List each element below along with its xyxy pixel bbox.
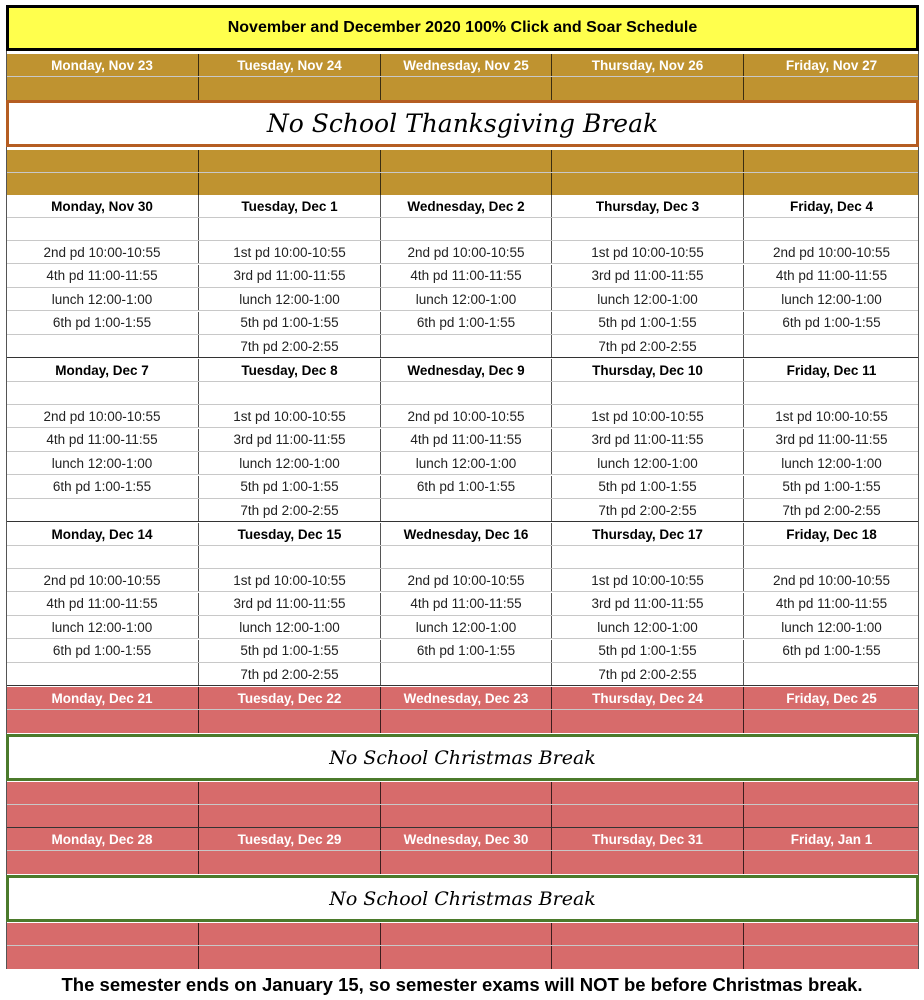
day-header-row-cell: Tuesday, Dec 29 bbox=[199, 828, 381, 850]
schedule-row-cell: 3rd pd 11:00-11:55 bbox=[199, 429, 381, 451]
day-header-row-cell: Friday, Dec 11 bbox=[786, 362, 877, 378]
schedule-row-cell: 6th pd 1:00-1:55 bbox=[6, 640, 199, 662]
empty-cell bbox=[381, 173, 552, 195]
schedule-row-cell: lunch 12:00-1:00 bbox=[199, 288, 381, 310]
empty-cell bbox=[552, 805, 744, 827]
day-header-row-cell: Tuesday, Dec 8 bbox=[199, 359, 381, 381]
schedule-row-cell: 3rd pd 11:00-11:55 bbox=[199, 265, 381, 287]
schedule-row-cell: 3rd pd 11:00-11:55 bbox=[552, 593, 744, 615]
day-header-row-cell: Thursday, Dec 31 bbox=[552, 828, 744, 850]
schedule-row-cell: 4th pd 11:00-11:55 bbox=[775, 268, 888, 283]
empty-cell bbox=[744, 546, 919, 568]
schedule-row-cell: 6th pd 1:00-1:55 bbox=[782, 643, 881, 658]
day-header-row-cell: Tuesday, Dec 22 bbox=[199, 687, 381, 709]
schedule-row bbox=[6, 429, 919, 452]
schedule-row-cell: 3rd pd 11:00-11:55 bbox=[199, 593, 381, 615]
empty-cell bbox=[199, 382, 381, 404]
day-header-row-cell: Wednesday, Nov 25 bbox=[381, 54, 552, 76]
schedule-row-cell: 6th pd 1:00-1:55 bbox=[381, 312, 552, 334]
day-header-row bbox=[6, 523, 919, 546]
spacer-row bbox=[6, 923, 919, 946]
schedule-row-cell: 1st pd 10:00-10:55 bbox=[199, 569, 381, 591]
schedule-row-cell: 6th pd 1:00-1:55 bbox=[381, 476, 552, 498]
empty-cell bbox=[6, 382, 199, 404]
day-header-row-cell: Monday, Nov 23 bbox=[6, 54, 199, 76]
spacer-row bbox=[6, 851, 919, 874]
schedule-row-cell: 4th pd 11:00-11:55 bbox=[381, 593, 552, 615]
empty-cell bbox=[6, 946, 199, 969]
schedule-row-cell: lunch 12:00-1:00 bbox=[781, 291, 882, 307]
schedule-row-cell bbox=[381, 335, 552, 357]
empty-cell bbox=[381, 710, 552, 733]
empty-cell bbox=[199, 805, 381, 827]
schedule-row bbox=[6, 640, 919, 663]
empty-cell bbox=[552, 546, 744, 568]
day-header-row bbox=[6, 687, 919, 710]
empty-cell bbox=[552, 923, 744, 945]
day-header-row-cell: Tuesday, Dec 1 bbox=[199, 195, 381, 217]
empty-cell bbox=[381, 923, 552, 945]
schedule-row-cell: 4th pd 11:00-11:55 bbox=[6, 265, 199, 287]
schedule-row-cell: 6th pd 1:00-1:55 bbox=[782, 315, 881, 330]
schedule-row bbox=[6, 663, 919, 686]
day-header-row-cell: Thursday, Dec 3 bbox=[552, 195, 744, 217]
empty-cell bbox=[744, 218, 919, 240]
empty-cell bbox=[552, 382, 744, 404]
day-header-row-cell: Wednesday, Dec 30 bbox=[381, 828, 552, 850]
schedule-row-cell: 2nd pd 10:00-10:55 bbox=[381, 241, 552, 263]
schedule-row bbox=[6, 569, 919, 592]
spacer-row bbox=[6, 382, 919, 405]
schedule-row-cell: lunch 12:00-1:00 bbox=[552, 452, 744, 474]
schedule-row-cell: lunch 12:00-1:00 bbox=[381, 452, 552, 474]
schedule-row-cell: 2nd pd 10:00-10:55 bbox=[6, 241, 199, 263]
schedule-row-cell bbox=[744, 663, 919, 685]
empty-cell bbox=[381, 782, 552, 804]
empty-cell bbox=[552, 150, 744, 172]
schedule-row bbox=[6, 241, 919, 264]
schedule-row-cell: lunch 12:00-1:00 bbox=[6, 288, 199, 310]
schedule-row bbox=[6, 499, 919, 522]
empty-cell bbox=[6, 77, 199, 100]
day-header-row-cell: Friday, Jan 1 bbox=[790, 831, 873, 847]
schedule-row-cell: 1st pd 10:00-10:55 bbox=[552, 569, 744, 591]
empty-cell bbox=[199, 923, 381, 945]
empty-cell bbox=[744, 946, 919, 969]
empty-cell bbox=[381, 546, 552, 568]
schedule-row-cell: 1st pd 10:00-10:55 bbox=[199, 405, 381, 427]
schedule-row-cell: 7th pd 2:00-2:55 bbox=[199, 499, 381, 521]
schedule-row-cell bbox=[6, 499, 199, 521]
schedule-row-cell: 3rd pd 11:00-11:55 bbox=[552, 265, 744, 287]
empty-cell bbox=[6, 923, 199, 945]
schedule-row-cell: 6th pd 1:00-1:55 bbox=[6, 312, 199, 334]
empty-cell bbox=[744, 150, 919, 172]
schedule-row bbox=[6, 312, 919, 335]
empty-cell bbox=[552, 173, 744, 195]
empty-cell bbox=[552, 77, 744, 100]
schedule-row bbox=[6, 335, 919, 358]
schedule-row-cell: 4th pd 11:00-11:55 bbox=[381, 265, 552, 287]
schedule-row-cell: 6th pd 1:00-1:55 bbox=[381, 640, 552, 662]
schedule-row bbox=[6, 265, 919, 288]
day-header-row-cell: Tuesday, Nov 24 bbox=[199, 54, 381, 76]
spacer-row bbox=[6, 710, 919, 733]
schedule-row bbox=[6, 593, 919, 616]
empty-cell bbox=[552, 851, 744, 874]
schedule-row-cell: 2nd pd 10:00-10:55 bbox=[381, 405, 552, 427]
schedule-row-cell: 5th pd 1:00-1:55 bbox=[199, 640, 381, 662]
schedule-row-cell: 5th pd 1:00-1:55 bbox=[782, 479, 881, 494]
schedule-title: November and December 2020 100% Click and Soar Schedule bbox=[6, 5, 919, 51]
schedule-row-cell bbox=[381, 663, 552, 685]
empty-cell bbox=[199, 218, 381, 240]
spacer-row bbox=[6, 150, 919, 173]
schedule-row-cell: 2nd pd 10:00-10:55 bbox=[6, 405, 199, 427]
day-header-row-cell: Wednesday, Dec 2 bbox=[381, 195, 552, 217]
schedule-row-cell: 6th pd 1:00-1:55 bbox=[6, 476, 199, 498]
schedule-row-cell: 4th pd 11:00-11:55 bbox=[775, 596, 888, 611]
schedule-row-cell: 3rd pd 11:00-11:55 bbox=[552, 429, 744, 451]
empty-cell bbox=[381, 946, 552, 969]
spacer-row bbox=[6, 946, 919, 969]
day-header-row bbox=[6, 54, 919, 77]
schedule-row-cell: 4th pd 11:00-11:55 bbox=[6, 429, 199, 451]
day-header-row-cell: Friday, Dec 25 bbox=[786, 690, 877, 706]
day-header-row-cell: Monday, Nov 30 bbox=[6, 195, 199, 217]
empty-cell bbox=[744, 805, 919, 827]
empty-cell bbox=[199, 946, 381, 969]
schedule-row-cell: lunch 12:00-1:00 bbox=[552, 288, 744, 310]
empty-cell bbox=[6, 782, 199, 804]
empty-cell bbox=[744, 173, 919, 195]
schedule-row bbox=[6, 616, 919, 639]
day-header-row bbox=[6, 359, 919, 382]
schedule-row-cell: 2nd pd 10:00-10:55 bbox=[772, 244, 891, 260]
empty-cell bbox=[6, 851, 199, 874]
empty-cell bbox=[199, 150, 381, 172]
empty-cell bbox=[381, 218, 552, 240]
spacer-row bbox=[6, 173, 919, 196]
day-header-row-cell: Monday, Dec 7 bbox=[6, 359, 199, 381]
day-header-row-cell: Thursday, Dec 17 bbox=[552, 523, 744, 545]
schedule-row-cell bbox=[6, 663, 199, 685]
schedule-row bbox=[6, 288, 919, 311]
empty-cell bbox=[199, 710, 381, 733]
schedule-row-cell: 5th pd 1:00-1:55 bbox=[552, 640, 744, 662]
empty-cell bbox=[552, 218, 744, 240]
empty-cell bbox=[199, 173, 381, 195]
spacer-row bbox=[6, 218, 919, 241]
day-header-row-cell: Thursday, Nov 26 bbox=[552, 54, 744, 76]
empty-cell bbox=[381, 382, 552, 404]
day-header-row-cell: Friday, Nov 27 bbox=[785, 57, 878, 73]
schedule-row-cell: 7th pd 2:00-2:55 bbox=[782, 502, 881, 518]
schedule-row-cell: 5th pd 1:00-1:55 bbox=[552, 312, 744, 334]
schedule-row-cell: lunch 12:00-1:00 bbox=[552, 616, 744, 638]
empty-cell bbox=[381, 805, 552, 827]
day-header-row-cell: Friday, Dec 18 bbox=[786, 526, 877, 542]
schedule-row-cell bbox=[381, 499, 552, 521]
day-header-row-cell: Tuesday, Dec 15 bbox=[199, 523, 381, 545]
day-header-row-cell: Monday, Dec 28 bbox=[6, 828, 199, 850]
schedule-row bbox=[6, 452, 919, 475]
schedule-row-cell: lunch 12:00-1:00 bbox=[199, 452, 381, 474]
schedule-row bbox=[6, 476, 919, 499]
schedule-row-cell: 5th pd 1:00-1:55 bbox=[199, 312, 381, 334]
empty-cell bbox=[744, 77, 919, 100]
schedule-row-cell: 7th pd 2:00-2:55 bbox=[199, 335, 381, 357]
christmas-break-banner-1: No School Christmas Break bbox=[6, 734, 919, 781]
empty-cell bbox=[744, 710, 919, 733]
schedule-row-cell: 5th pd 1:00-1:55 bbox=[552, 476, 744, 498]
schedule-row-cell: 2nd pd 10:00-10:55 bbox=[772, 572, 891, 588]
empty-cell bbox=[552, 782, 744, 804]
day-header-row bbox=[6, 195, 919, 218]
schedule-row-cell: 5th pd 1:00-1:55 bbox=[199, 476, 381, 498]
day-header-row-cell: Monday, Dec 21 bbox=[6, 687, 199, 709]
empty-cell bbox=[744, 923, 919, 945]
empty-cell bbox=[6, 546, 199, 568]
schedule-row-cell: lunch 12:00-1:00 bbox=[781, 619, 882, 635]
spacer-row bbox=[6, 77, 919, 100]
empty-cell bbox=[6, 710, 199, 733]
empty-cell bbox=[6, 150, 199, 172]
schedule-row-cell: 7th pd 2:00-2:55 bbox=[552, 499, 744, 521]
thanksgiving-break-banner: No School Thanksgiving Break bbox=[6, 100, 919, 147]
schedule-row-cell: lunch 12:00-1:00 bbox=[199, 616, 381, 638]
christmas-break-banner-2: No School Christmas Break bbox=[6, 875, 919, 922]
schedule-row-cell: 3rd pd 11:00-11:55 bbox=[775, 432, 888, 447]
empty-cell bbox=[381, 150, 552, 172]
empty-cell bbox=[6, 805, 199, 827]
empty-cell bbox=[744, 382, 919, 404]
schedule-row-cell: 4th pd 11:00-11:55 bbox=[6, 593, 199, 615]
schedule-row-cell: 1st pd 10:00-10:55 bbox=[552, 405, 744, 427]
empty-cell bbox=[381, 77, 552, 100]
empty-cell bbox=[552, 710, 744, 733]
schedule-row-cell bbox=[6, 335, 199, 357]
spacer-row bbox=[6, 546, 919, 569]
day-header-row-cell: Thursday, Dec 10 bbox=[552, 359, 744, 381]
schedule-row-cell: lunch 12:00-1:00 bbox=[381, 288, 552, 310]
schedule-row-cell: lunch 12:00-1:00 bbox=[781, 455, 882, 471]
day-header-row bbox=[6, 828, 919, 851]
day-header-row-cell: Wednesday, Dec 9 bbox=[381, 359, 552, 381]
empty-cell bbox=[199, 546, 381, 568]
empty-cell bbox=[552, 946, 744, 969]
day-header-row-cell: Friday, Dec 4 bbox=[789, 198, 874, 214]
schedule-row-cell: 7th pd 2:00-2:55 bbox=[552, 663, 744, 685]
empty-cell bbox=[199, 851, 381, 874]
day-header-row-cell: Thursday, Dec 24 bbox=[552, 687, 744, 709]
empty-cell bbox=[6, 218, 199, 240]
schedule-row-cell: 1st pd 10:00-10:55 bbox=[199, 241, 381, 263]
spacer-row bbox=[6, 782, 919, 805]
semester-note: The semester ends on January 15, so semester exams will NOT be before Christmas break. bbox=[0, 969, 924, 1000]
empty-cell bbox=[744, 782, 919, 804]
schedule-row-cell: 4th pd 11:00-11:55 bbox=[381, 429, 552, 451]
empty-cell bbox=[744, 851, 919, 874]
schedule-row-cell: lunch 12:00-1:00 bbox=[6, 452, 199, 474]
schedule-row bbox=[6, 405, 919, 428]
spacer-row bbox=[6, 805, 919, 828]
empty-cell bbox=[199, 77, 381, 100]
empty-cell bbox=[199, 782, 381, 804]
day-header-row-cell: Monday, Dec 14 bbox=[6, 523, 199, 545]
schedule-row-cell: lunch 12:00-1:00 bbox=[381, 616, 552, 638]
schedule-row-cell: 2nd pd 10:00-10:55 bbox=[381, 569, 552, 591]
schedule-row-cell: 7th pd 2:00-2:55 bbox=[199, 663, 381, 685]
schedule-row-cell: 1st pd 10:00-10:55 bbox=[552, 241, 744, 263]
empty-cell bbox=[6, 173, 199, 195]
day-header-row-cell: Wednesday, Dec 16 bbox=[381, 523, 552, 545]
schedule-row-cell: 7th pd 2:00-2:55 bbox=[552, 335, 744, 357]
schedule-row-cell: lunch 12:00-1:00 bbox=[6, 616, 199, 638]
schedule-row-cell: 1st pd 10:00-10:55 bbox=[775, 408, 888, 424]
empty-cell bbox=[381, 851, 552, 874]
schedule-row-cell bbox=[744, 335, 919, 357]
day-header-row-cell: Wednesday, Dec 23 bbox=[381, 687, 552, 709]
schedule-row-cell: 2nd pd 10:00-10:55 bbox=[6, 569, 199, 591]
